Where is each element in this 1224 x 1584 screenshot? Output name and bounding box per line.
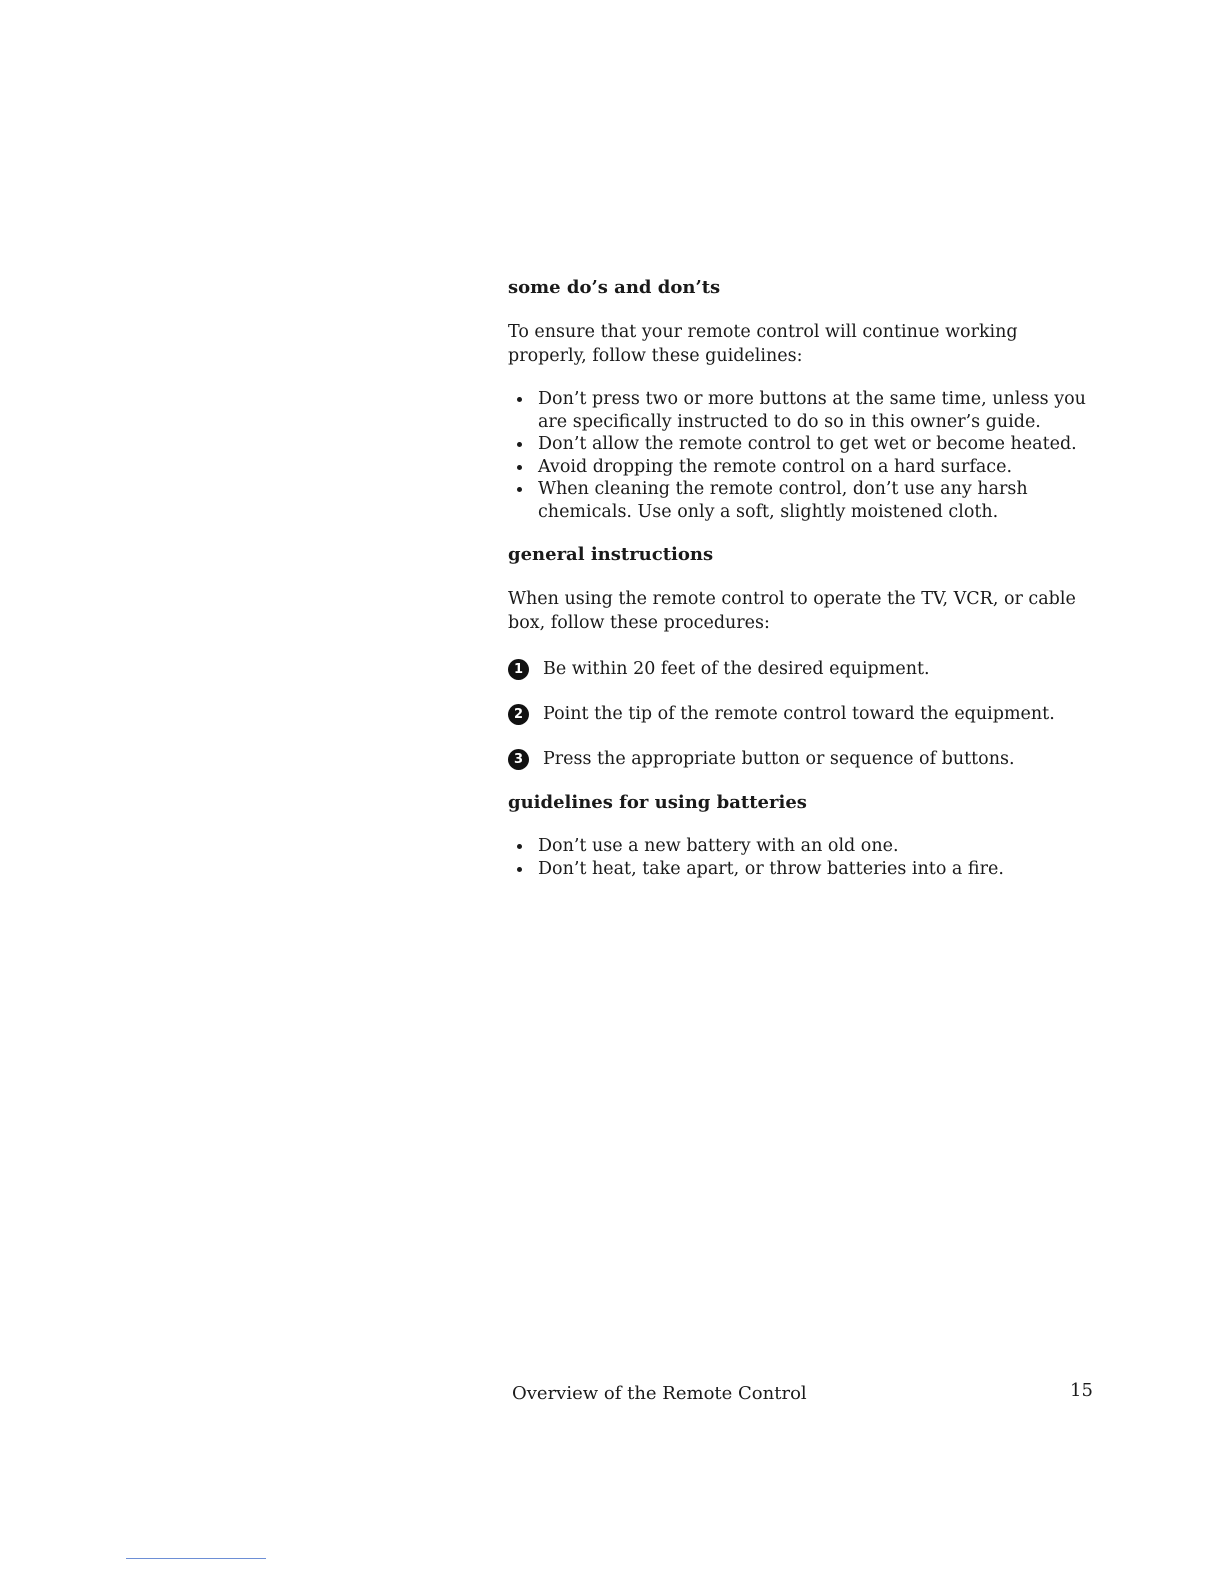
footer-title: Overview of the Remote Control [512, 1383, 807, 1404]
content-column [508, 276, 1098, 880]
step-number-icon: 3 [508, 749, 529, 770]
section-intro-general-instructions: When using the remote control to operate the TV, VCR, or cable box, follow these procedures: [508, 589, 1076, 633]
list-item: When cleaning the remote control, don’t use any harsh chemicals. Use only a soft, slightly moistened cloth. [508, 478, 1098, 523]
step-number-icon: 1 [508, 659, 529, 680]
procedure-steps [508, 657, 1098, 771]
section-heading-general-instructions: general instructions [508, 544, 714, 565]
bullet-icon [517, 465, 522, 470]
section-heading-batteries: guidelines for using batteries [508, 792, 807, 813]
list-item: Don’t allow the remote control to get wet or become heated. [508, 433, 1098, 456]
bullet-icon [517, 867, 522, 872]
bottom-rule-divider [126, 1558, 266, 1559]
general-instructions-section [508, 543, 1098, 771]
step-text: Be within 20 feet of the desired equipment. [543, 659, 930, 679]
bullet-icon [517, 844, 522, 849]
bullet-icon [517, 442, 522, 447]
batteries-list [508, 835, 1098, 880]
step-text: Press the appropriate button or sequence of buttons. [543, 749, 1015, 769]
bullet-icon [517, 487, 522, 492]
section-heading-dos-donts: some do’s and don’ts [508, 277, 721, 298]
bullet-icon [517, 397, 522, 402]
list-item: Don’t heat, take apart, or throw batteries into a fire. [508, 858, 1098, 881]
step-number-icon: 2 [508, 704, 529, 725]
procedure-step [508, 702, 1098, 726]
step-text: Point the tip of the remote control toward the equipment. [543, 704, 1055, 724]
procedure-step [508, 657, 1098, 681]
list-item: Avoid dropping the remote control on a hard surface. [508, 456, 1098, 479]
section-intro-dos-donts: To ensure that your remote control will continue working properly, follow these guidelines: [508, 322, 1018, 366]
procedure-step [508, 747, 1098, 771]
list-item: Don’t use a new battery with an old one. [508, 835, 1098, 858]
dos-donts-list [508, 388, 1098, 523]
page-number: 15 [1070, 1380, 1093, 1401]
batteries-section [508, 791, 1098, 880]
list-item: Don’t press two or more buttons at the same time, unless you are specifically instructed to do so in this owner’s guide. [508, 388, 1098, 433]
